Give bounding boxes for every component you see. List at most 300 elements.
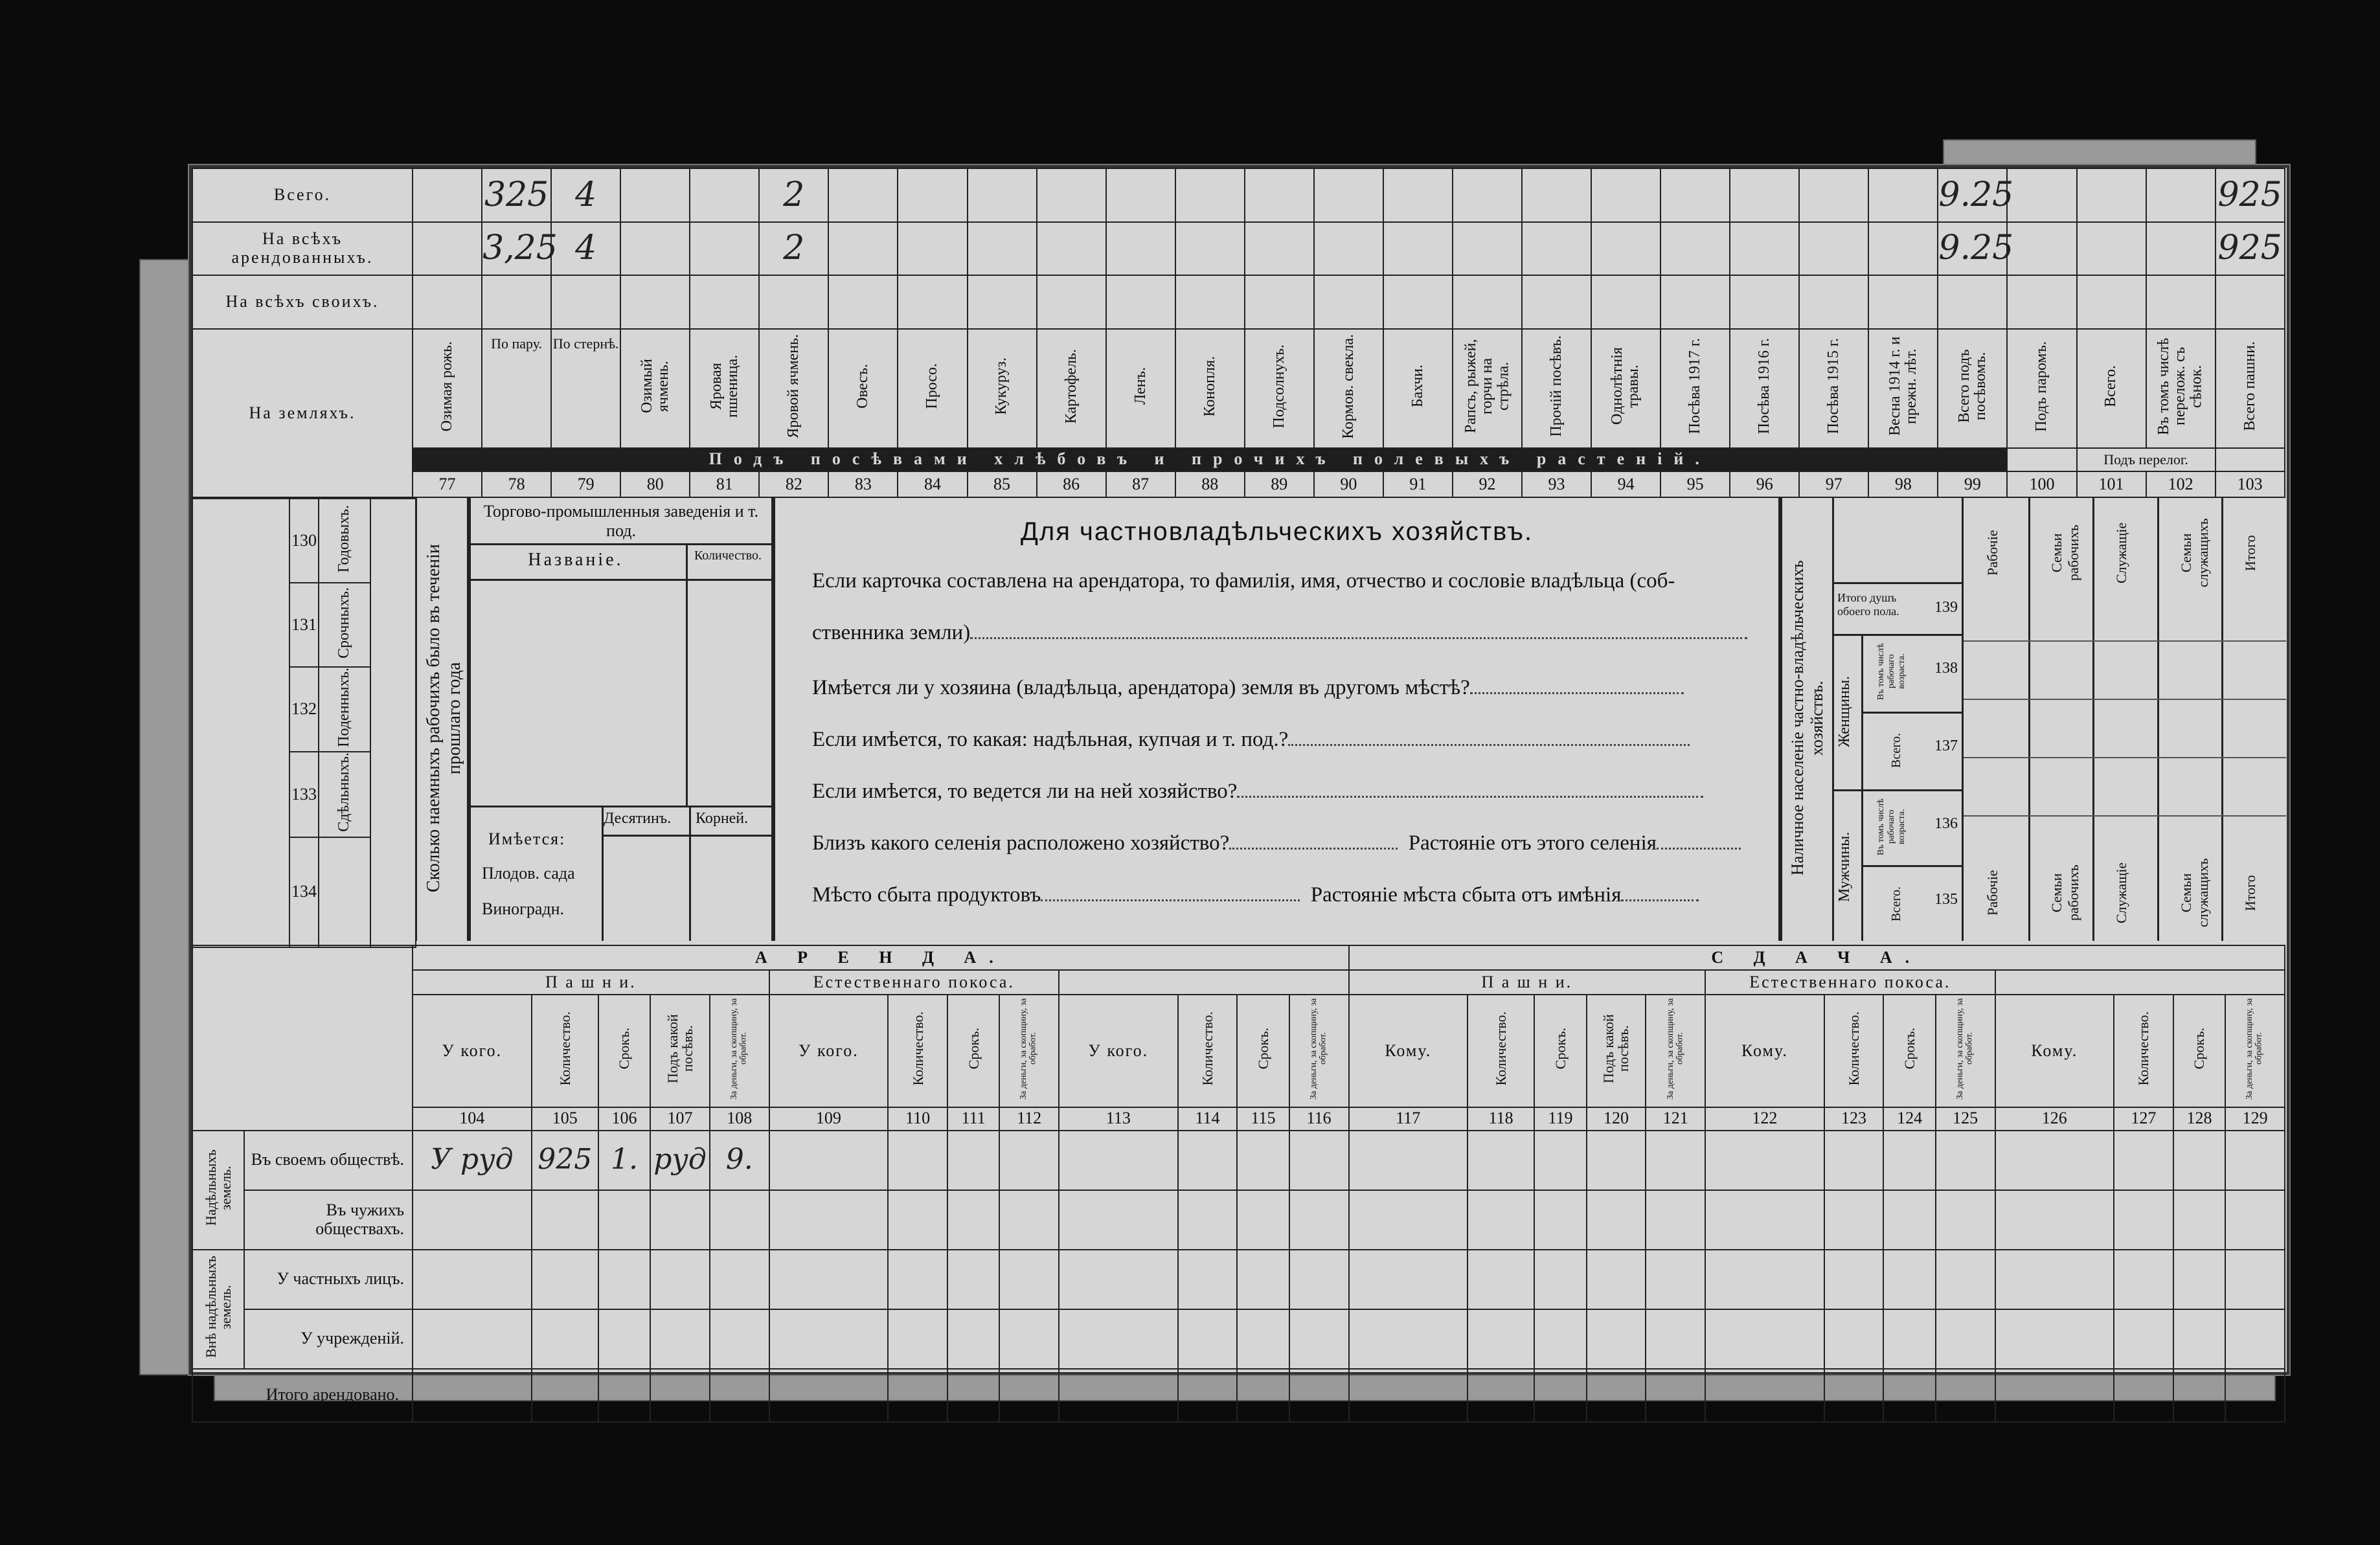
data-cell[interactable] — [888, 1309, 947, 1369]
data-cell[interactable] — [1059, 1190, 1178, 1250]
data-cell[interactable] — [1522, 275, 1591, 329]
col-num-138: 138 — [1934, 660, 1958, 677]
data-cell[interactable] — [759, 222, 828, 276]
data-cell[interactable] — [1178, 1131, 1238, 1190]
data-cell[interactable] — [1936, 1309, 1995, 1369]
data-cell[interactable] — [1106, 222, 1175, 276]
data-cell[interactable] — [1349, 1309, 1468, 1369]
data-cell[interactable] — [1383, 222, 1453, 276]
workers-question: Сколько наемныхъ рабочихъ было въ теченіи прошлаго года — [424, 544, 464, 892]
data-cell[interactable] — [999, 1309, 1059, 1369]
data-cell[interactable] — [947, 1190, 999, 1250]
data-cell[interactable] — [888, 1250, 947, 1309]
data-cell[interactable] — [482, 275, 551, 329]
crop-label: Посѣва 1915 г. — [1825, 338, 1842, 434]
data-cell[interactable] — [2007, 275, 2076, 329]
data-cell[interactable] — [1453, 222, 1522, 276]
data-cell[interactable] — [947, 1250, 999, 1309]
data-cell[interactable] — [551, 275, 620, 329]
data-cell[interactable] — [1037, 222, 1106, 276]
data-cell[interactable] — [1178, 1190, 1238, 1250]
data-cell[interactable] — [2114, 1309, 2173, 1369]
data-cell[interactable] — [2173, 1369, 2225, 1422]
data-cell[interactable] — [947, 1131, 999, 1190]
lease-col-header — [888, 995, 947, 1107]
subgroup-header: Естественнаго покоса. — [769, 970, 1059, 995]
column-number: 104 — [413, 1107, 532, 1131]
column-number: 95 — [1660, 471, 1730, 497]
data-cell[interactable] — [650, 1190, 710, 1250]
question-owner-cont — [812, 621, 1747, 645]
data-cell[interactable] — [413, 1190, 532, 1250]
data-cell[interactable] — [769, 1250, 889, 1309]
data-cell[interactable] — [1289, 1369, 1349, 1422]
data-cell[interactable] — [1824, 1250, 1884, 1309]
data-cell[interactable] — [1237, 1309, 1289, 1369]
data-cell[interactable] — [1995, 1369, 2114, 1422]
data-cell[interactable] — [1646, 1131, 1705, 1190]
col-sdelnyh: Сдѣльныхъ. — [335, 752, 353, 833]
data-cell[interactable] — [1883, 1190, 1935, 1250]
data-cell[interactable] — [532, 1190, 598, 1250]
data-cell[interactable] — [1059, 1369, 1178, 1422]
data-cell[interactable] — [769, 1309, 889, 1369]
data-cell[interactable] — [710, 1190, 769, 1250]
data-cell[interactable] — [413, 1309, 532, 1369]
data-cell[interactable] — [888, 1190, 947, 1250]
data-cell[interactable] — [1799, 168, 1868, 222]
data-cell[interactable] — [769, 1190, 889, 1250]
data-cell[interactable] — [1868, 222, 1938, 276]
data-cell[interactable] — [413, 275, 482, 329]
data-cell[interactable] — [2077, 168, 2146, 222]
data-cell[interactable] — [2225, 1190, 2285, 1250]
data-cell[interactable] — [1705, 1309, 1824, 1369]
data-cell[interactable] — [2216, 168, 2285, 222]
data-cell[interactable] — [2114, 1369, 2173, 1422]
rule-line — [2092, 757, 2157, 758]
column-number: 80 — [620, 471, 690, 497]
data-cell[interactable] — [620, 168, 690, 222]
column-number: 128 — [2173, 1107, 2225, 1131]
data-cell[interactable] — [888, 1131, 947, 1190]
data-cell[interactable] — [2225, 1309, 2285, 1369]
data-cell[interactable] — [2225, 1131, 2285, 1190]
data-cell[interactable] — [1868, 168, 1938, 222]
data-cell[interactable] — [1705, 1369, 1824, 1422]
data-cell[interactable] — [710, 1131, 769, 1190]
data-cell[interactable] — [690, 275, 759, 329]
right-column-label-bottom: Рабочіе — [1984, 870, 2000, 916]
data-cell[interactable] — [1587, 1190, 1646, 1250]
crop-header — [1522, 329, 1591, 448]
data-cell[interactable] — [2146, 168, 2216, 222]
data-cell[interactable] — [690, 168, 759, 222]
crop-label: Однолѣтнія травы. — [1609, 347, 1642, 425]
data-cell[interactable] — [1314, 275, 1383, 329]
data-cell[interactable] — [1314, 168, 1383, 222]
data-cell[interactable] — [1468, 1369, 1534, 1422]
col-podennyh: Поденныхъ. — [335, 668, 353, 747]
column-number: 92 — [1453, 471, 1522, 497]
right-column-label-top: Семьи рабочихъ — [2048, 524, 2082, 581]
lease-col-label: Подъ какой посѣвъ. — [664, 1014, 696, 1083]
data-cell[interactable] — [1995, 1190, 2114, 1250]
data-cell[interactable] — [413, 168, 482, 222]
data-cell[interactable] — [2114, 1250, 2173, 1309]
column-number: 121 — [1646, 1107, 1705, 1131]
data-cell[interactable] — [690, 222, 759, 276]
trade-qty-header: Количество. — [694, 548, 762, 563]
data-cell[interactable] — [968, 275, 1037, 329]
data-cell[interactable] — [1468, 1309, 1534, 1369]
data-cell[interactable] — [1059, 1250, 1178, 1309]
data-cell[interactable] — [1237, 1369, 1289, 1422]
data-cell[interactable] — [1289, 1250, 1349, 1309]
data-cell[interactable] — [759, 168, 828, 222]
data-cell[interactable] — [1995, 1131, 2114, 1190]
data-cell[interactable] — [1037, 275, 1106, 329]
crop-label: Въ томъ числѣ перелож. съ сѣнок. — [2155, 337, 2205, 435]
middle-section — [192, 498, 2284, 945]
data-cell[interactable] — [1522, 168, 1591, 222]
row-label: На всѣхъ арендованныхъ. — [192, 222, 413, 276]
column-number: 129 — [2225, 1107, 2285, 1131]
blank-line — [1229, 835, 1398, 850]
column-number: 89 — [1245, 471, 1314, 497]
data-cell[interactable] — [1237, 1250, 1289, 1309]
data-cell[interactable] — [828, 168, 898, 222]
data-cell[interactable] — [1995, 1250, 2114, 1309]
data-cell[interactable] — [1936, 1250, 1995, 1309]
lease-col-label: Срокъ. — [965, 1028, 982, 1070]
data-cell[interactable] — [1824, 1369, 1884, 1422]
data-cell[interactable] — [1175, 222, 1245, 276]
data-cell[interactable] — [710, 1250, 769, 1309]
garden-label: Плодов. сада — [482, 864, 575, 883]
data-cell[interactable] — [1468, 1250, 1534, 1309]
data-cell[interactable] — [1349, 1190, 1468, 1250]
lease-col-header — [598, 995, 650, 1107]
data-cell[interactable] — [1468, 1131, 1534, 1190]
lease-col-header — [1349, 995, 1468, 1107]
data-cell[interactable] — [551, 222, 620, 276]
data-cell[interactable] — [1237, 1131, 1289, 1190]
data-cell[interactable] — [1646, 1309, 1705, 1369]
data-cell[interactable] — [1868, 275, 1938, 329]
data-cell[interactable] — [598, 1309, 650, 1369]
rule-line — [2092, 640, 2157, 642]
data-cell[interactable] — [598, 1369, 650, 1422]
data-cell[interactable] — [1938, 168, 2014, 222]
column-number: 126 — [1995, 1107, 2114, 1131]
data-cell[interactable] — [2216, 222, 2285, 276]
data-cell[interactable] — [551, 168, 620, 222]
data-cell[interactable] — [1059, 1131, 1178, 1190]
data-cell[interactable] — [1178, 1250, 1238, 1309]
handwritten-value: 4 — [575, 175, 597, 214]
data-cell[interactable] — [1314, 222, 1383, 276]
data-cell[interactable] — [598, 1131, 650, 1190]
data-cell[interactable] — [1383, 168, 1453, 222]
crop-subheader: По стернѣ. — [552, 335, 619, 352]
subgroup-header: Естественнаго покоса. — [1705, 970, 1995, 995]
column-number: 97 — [1799, 471, 1868, 497]
crop-label: Просо. — [924, 363, 941, 409]
column-number: 122 — [1705, 1107, 1824, 1131]
data-cell[interactable] — [532, 1369, 598, 1422]
subgroup-header — [1059, 970, 1348, 995]
data-cell[interactable] — [1289, 1190, 1349, 1250]
data-cell[interactable] — [2173, 1309, 2225, 1369]
data-cell[interactable] — [947, 1309, 999, 1369]
lease-col-header — [650, 995, 710, 1107]
data-cell[interactable] — [1349, 1369, 1468, 1422]
col-num-132: 132 — [289, 667, 319, 752]
data-cell[interactable] — [769, 1131, 889, 1190]
data-cell[interactable] — [1660, 275, 1730, 329]
data-cell[interactable] — [1938, 275, 2007, 329]
data-cell[interactable] — [1730, 222, 1799, 276]
data-cell[interactable] — [999, 1190, 1059, 1250]
question-farming — [812, 780, 1703, 804]
data-cell[interactable] — [1289, 1309, 1349, 1369]
data-cell[interactable] — [1037, 168, 1106, 222]
data-cell[interactable] — [598, 1190, 650, 1250]
data-cell[interactable] — [1936, 1190, 1995, 1250]
data-cell[interactable] — [1587, 1369, 1646, 1422]
data-cell[interactable] — [968, 222, 1037, 276]
data-cell[interactable] — [898, 275, 967, 329]
lease-table — [192, 945, 2285, 1423]
data-cell[interactable] — [1995, 1309, 2114, 1369]
crops-band: Подъ посѣвами хлѣбовъ и прочихъ полевыхъ растеній. — [413, 448, 2007, 471]
question-owner-text: Если карточка составлена на арендатора, то фамилія, имя, отчество и сословіе владѣльца (соб- — [812, 569, 1675, 592]
data-cell[interactable] — [1591, 275, 1660, 329]
data-cell[interactable] — [947, 1369, 999, 1422]
crop-header — [1106, 329, 1175, 448]
data-cell[interactable] — [1349, 1131, 1468, 1190]
data-cell[interactable] — [620, 222, 690, 276]
data-cell[interactable] — [2146, 275, 2216, 329]
data-cell[interactable] — [999, 1131, 1059, 1190]
data-cell[interactable] — [1175, 168, 1245, 222]
data-cell[interactable] — [413, 1250, 532, 1309]
data-cell[interactable] — [828, 222, 898, 276]
crop-header — [1314, 329, 1383, 448]
rule-line — [2028, 815, 2093, 817]
data-cell[interactable] — [2146, 222, 2216, 276]
data-cell[interactable] — [828, 275, 898, 329]
data-cell[interactable] — [1936, 1131, 1995, 1190]
column-number: 108 — [710, 1107, 769, 1131]
data-cell[interactable] — [1587, 1131, 1646, 1190]
data-cell[interactable] — [1175, 275, 1245, 329]
crop-label: Конопля. — [1201, 355, 1218, 417]
korney-header: Корней. — [696, 810, 749, 827]
data-cell[interactable] — [2007, 168, 2076, 222]
data-cell[interactable] — [598, 1250, 650, 1309]
data-cell[interactable] — [650, 1309, 710, 1369]
data-cell[interactable] — [1383, 275, 1453, 329]
column-number: 100 — [2007, 471, 2076, 497]
crop-label: Всего. — [2102, 365, 2120, 407]
data-cell[interactable] — [1349, 1250, 1468, 1309]
data-cell[interactable] — [2007, 222, 2076, 276]
sdacha-header: С Д А Ч А. — [1349, 945, 2285, 970]
data-cell[interactable] — [2173, 1250, 2225, 1309]
data-cell[interactable] — [1106, 168, 1175, 222]
data-cell[interactable] — [1730, 168, 1799, 222]
data-cell[interactable] — [1799, 222, 1868, 276]
data-cell[interactable] — [532, 1131, 598, 1190]
data-cell[interactable] — [710, 1309, 769, 1369]
data-cell[interactable] — [532, 1309, 598, 1369]
data-cell[interactable] — [1883, 1309, 1935, 1369]
lease-col-label: Срокъ. — [1552, 1028, 1569, 1070]
crop-header — [898, 329, 967, 448]
data-cell[interactable] — [1705, 1250, 1824, 1309]
data-cell[interactable] — [1591, 168, 1660, 222]
data-cell[interactable] — [1453, 168, 1522, 222]
data-cell[interactable] — [482, 222, 558, 276]
trade-title: Торгово-промышленныя заведенія и т. под. — [483, 502, 759, 540]
column-number: 109 — [769, 1107, 889, 1131]
data-cell[interactable] — [2173, 1131, 2225, 1190]
col-num-134: 134 — [289, 837, 319, 947]
data-cell[interactable] — [1587, 1309, 1646, 1369]
data-cell[interactable] — [1646, 1369, 1705, 1422]
data-cell[interactable] — [413, 1369, 532, 1422]
blank-line — [1288, 731, 1690, 746]
data-cell[interactable] — [482, 168, 551, 222]
data-cell[interactable] — [1824, 1131, 1884, 1190]
row-label: У частныхъ лицъ. — [244, 1250, 413, 1309]
data-cell[interactable] — [1824, 1190, 1884, 1250]
data-cell[interactable] — [1245, 275, 1314, 329]
column-number: 98 — [1868, 471, 1938, 497]
data-cell[interactable] — [1660, 168, 1730, 222]
crop-header — [620, 329, 690, 448]
data-cell[interactable] — [2077, 222, 2146, 276]
right-column-label-top: Итого — [2242, 535, 2259, 571]
data-cell[interactable] — [1453, 275, 1522, 329]
data-cell[interactable] — [1705, 1190, 1824, 1250]
data-cell[interactable] — [1289, 1131, 1349, 1190]
data-cell[interactable] — [2225, 1250, 2285, 1309]
data-cell[interactable] — [1534, 1369, 1586, 1422]
data-cell[interactable] — [1938, 222, 2014, 276]
data-cell[interactable] — [968, 168, 1037, 222]
data-cell[interactable] — [620, 275, 690, 329]
data-cell[interactable] — [1534, 1250, 1586, 1309]
lease-col-header — [999, 995, 1059, 1107]
data-cell[interactable] — [1178, 1369, 1238, 1422]
lease-col-label: За деньги, за скопщину, за обработ. — [1019, 998, 1039, 1100]
question-village-text: Близъ какого селенія расположено хозяйство? — [812, 831, 1230, 855]
crop-header — [1799, 329, 1868, 448]
data-cell[interactable] — [650, 1250, 710, 1309]
handwritten-value: 2 — [783, 175, 805, 214]
data-cell[interactable] — [2216, 275, 2285, 329]
data-cell[interactable] — [2173, 1190, 2225, 1250]
data-cell[interactable] — [1646, 1190, 1705, 1250]
crop-label: Подсолнухъ. — [1270, 344, 1287, 429]
data-cell[interactable] — [1705, 1131, 1824, 1190]
data-cell[interactable] — [532, 1250, 598, 1309]
data-cell[interactable] — [650, 1369, 710, 1422]
lease-col-label: Кому. — [1385, 1041, 1432, 1060]
lease-col-label: Кому. — [2031, 1041, 2078, 1060]
data-cell[interactable] — [1522, 222, 1591, 276]
right-column-label-top: Служащіе — [2113, 522, 2129, 584]
data-cell[interactable] — [413, 222, 482, 276]
data-cell[interactable] — [1534, 1309, 1586, 1369]
data-cell[interactable] — [2114, 1131, 2173, 1190]
data-cell[interactable] — [888, 1369, 947, 1422]
data-cell[interactable] — [710, 1369, 769, 1422]
column-number: 111 — [947, 1107, 999, 1131]
data-cell[interactable] — [898, 168, 967, 222]
data-cell[interactable] — [999, 1250, 1059, 1309]
column-number: 103 — [2216, 471, 2285, 497]
data-cell[interactable] — [1883, 1369, 1935, 1422]
data-cell[interactable] — [650, 1131, 710, 1190]
data-cell[interactable] — [2225, 1369, 2285, 1422]
row-label: Въ чужихъ обществахъ. — [244, 1190, 413, 1250]
lease-col-header — [413, 995, 532, 1107]
data-cell[interactable] — [1883, 1131, 1935, 1190]
lease-col-header — [1289, 995, 1349, 1107]
group-label-text: Надѣльныхъ земель. — [202, 1149, 234, 1226]
data-cell[interactable] — [1245, 222, 1314, 276]
data-cell[interactable] — [1936, 1369, 1995, 1422]
data-cell[interactable] — [1883, 1250, 1935, 1309]
data-cell[interactable] — [1106, 275, 1175, 329]
column-number: 79 — [551, 471, 620, 497]
data-cell[interactable] — [999, 1369, 1059, 1422]
private-title: Для частновладѣльческихъ хозяйствъ. — [1020, 517, 1534, 546]
data-cell[interactable] — [1591, 222, 1660, 276]
data-cell[interactable] — [898, 222, 967, 276]
men-total: Всего. — [1889, 886, 1903, 922]
data-cell[interactable] — [1587, 1250, 1646, 1309]
data-cell[interactable] — [1534, 1190, 1586, 1250]
data-cell[interactable] — [1468, 1190, 1534, 1250]
column-number: 116 — [1289, 1107, 1349, 1131]
handwritten-value: 3,25 — [482, 229, 558, 268]
data-cell[interactable] — [1059, 1309, 1178, 1369]
data-cell[interactable] — [1646, 1250, 1705, 1309]
lease-col-header — [947, 995, 999, 1107]
lease-col-header — [1705, 995, 1824, 1107]
data-cell[interactable] — [1799, 275, 1868, 329]
column-number: 87 — [1106, 471, 1175, 497]
data-cell[interactable] — [759, 275, 828, 329]
data-cell[interactable] — [1534, 1131, 1586, 1190]
data-cell[interactable] — [1660, 222, 1730, 276]
data-cell[interactable] — [1245, 168, 1314, 222]
data-cell[interactable] — [2077, 275, 2146, 329]
data-cell[interactable] — [1730, 275, 1799, 329]
data-cell[interactable] — [1824, 1309, 1884, 1369]
hired-workers-table — [192, 498, 416, 948]
data-cell[interactable] — [1178, 1309, 1238, 1369]
data-cell[interactable] — [2114, 1190, 2173, 1250]
data-cell[interactable] — [1237, 1190, 1289, 1250]
data-cell[interactable] — [413, 1131, 532, 1190]
data-cell[interactable] — [769, 1369, 889, 1422]
